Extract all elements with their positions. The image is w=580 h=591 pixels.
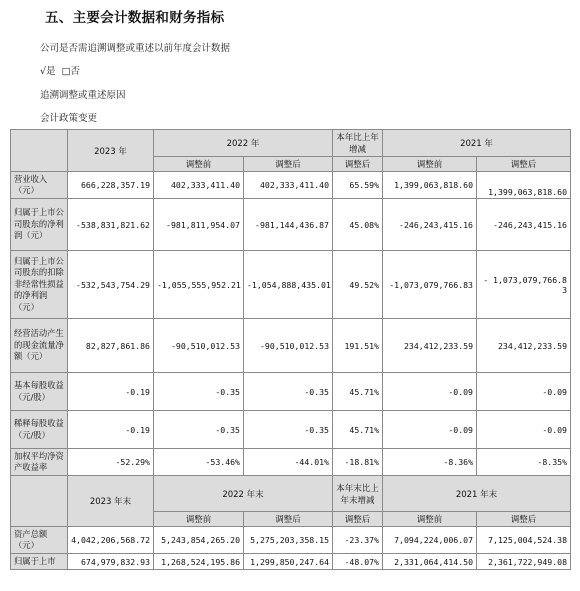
header-2022-after: 调整后: [244, 157, 333, 172]
restatement-answer: [40, 63, 80, 77]
value-2023: -538,831,821.62: [68, 199, 154, 251]
value-2021-before: 7,094,224,006.07: [383, 527, 477, 554]
value-2022-before: -981,811,954.07: [154, 199, 244, 251]
header-change-after: 调整后: [333, 157, 383, 172]
value-2022-after: -44.01%: [244, 449, 333, 476]
header2-change-after: 调整后: [333, 512, 383, 527]
value-2022-before: -0.35: [154, 373, 244, 411]
value-2021-before: 1,399,063,818.60: [383, 172, 477, 199]
row-label: 稀释每股收益（元/股）: [11, 411, 68, 449]
value-2021-before: -0.09: [383, 411, 477, 449]
value-change: 45.71%: [333, 373, 383, 411]
header2-2022-after: 调整后: [244, 512, 333, 527]
value-2023: 4,042,206,568.72: [68, 527, 154, 554]
value-2022-after: -0.35: [244, 411, 333, 449]
value-change: 65.59%: [333, 172, 383, 199]
row-label: 归属于上市公司股东的净利润（元）: [11, 199, 68, 251]
row-label: 加权平均净资产收益率: [11, 449, 68, 476]
value-2023: -52.29%: [68, 449, 154, 476]
table-row-net-profit: [11, 199, 571, 251]
value-2021-after: 2,361,722,949.08: [477, 554, 571, 570]
restatement-question: 公司是否需追溯调整或重述以前年度会计数据: [40, 43, 231, 54]
value-2022-before: 5,243,854,265.20: [154, 527, 244, 554]
header-blank-cell: [11, 130, 68, 172]
header-2023: 2023 年: [68, 130, 154, 172]
row-label: 经营活动产生的现金流量净额（元）: [11, 319, 68, 373]
value-2022-after: 5,275,203,358.15: [244, 527, 333, 554]
value-2021-after: 7,125,004,524.38: [477, 527, 571, 554]
value-change: 45.71%: [333, 411, 383, 449]
header2-2023: 2023 年末: [68, 476, 154, 527]
table-row-basic-eps: [11, 373, 571, 411]
header-2021-after: 调整后: [477, 157, 571, 172]
value-2022-before: -1,055,555,952.21: [154, 251, 244, 319]
value-2022-after: -981,144,436.87: [244, 199, 333, 251]
restatement-reason-label: 追溯调整或重述原因: [40, 90, 126, 101]
value-2023: -0.19: [68, 373, 154, 411]
value-2021-after: 1,399,063,818.60: [477, 172, 571, 199]
header2-change: 本年末比上年末增减: [333, 476, 383, 512]
header2-2021-before: 调整前: [383, 512, 477, 527]
header-2022-before: 调整前: [154, 157, 244, 172]
value-2021-after: -8.35%: [477, 449, 571, 476]
value-2022-after: 402,333,411.40: [244, 172, 333, 199]
value-2022-before: 1,268,524,195.86: [154, 554, 244, 570]
value-2022-before: -53.46%: [154, 449, 244, 476]
value-2021-after: -0.09: [477, 373, 571, 411]
row-label: 归属于上市: [11, 554, 68, 570]
value-2021-before: -0.09: [383, 373, 477, 411]
header2-2021-after: 调整后: [477, 512, 571, 527]
value-change: -23.37%: [333, 527, 383, 554]
value-2021-before: 234,412,233.59: [383, 319, 477, 373]
value-2021-after: -246,243,415.16: [477, 199, 571, 251]
value-2021-before: -1,073,079,766.83: [383, 251, 477, 319]
value-2022-after: -1,054,888,435.01: [244, 251, 333, 319]
table-row-revenue: [11, 172, 571, 199]
header-2021-before: 调整前: [383, 157, 477, 172]
section-title: 五、主要会计数据和财务指标: [45, 10, 225, 26]
table-row-roe: [11, 449, 571, 476]
value-2022-after: -0.35: [244, 373, 333, 411]
value-change: 49.52%: [333, 251, 383, 319]
answer-no-checkbox: □否: [61, 66, 81, 77]
header-2022: 2022 年: [154, 130, 333, 157]
value-2022-before: -0.35: [154, 411, 244, 449]
value-2022-after: -90,510,012.53: [244, 319, 333, 373]
row-label: 归属于上市公司股东的扣除非经常性损益的净利润（元）: [11, 251, 68, 319]
value-2023: 82,827,861.86: [68, 319, 154, 373]
value-2021-before: 2,331,064,414.50: [383, 554, 477, 570]
value-2023: -0.19: [68, 411, 154, 449]
table-row-diluted-eps: [11, 411, 571, 449]
answer-yes-checkbox: √是: [40, 66, 56, 77]
table-row-equity-attributable: [11, 554, 571, 570]
value-2021-after: 234,412,233.59: [477, 319, 571, 373]
value-2023: -532,543,754.29: [68, 251, 154, 319]
header-change: 本年比上年增减: [333, 130, 383, 157]
table-row-net-profit-excl: [11, 251, 571, 319]
header2-2022-before: 调整前: [154, 512, 244, 527]
value-change: -48.07%: [333, 554, 383, 570]
value-2021-after: -0.09: [477, 411, 571, 449]
value-2023: 666,228,357.19: [68, 172, 154, 199]
row-label: 资产总额（元）: [11, 527, 68, 554]
value-2023: 674,979,832.93: [68, 554, 154, 570]
header-2021: 2021 年: [383, 130, 571, 157]
value-change: -18.81%: [333, 449, 383, 476]
value-2021-before: -246,243,415.16: [383, 199, 477, 251]
value-2022-before: 402,333,411.40: [154, 172, 244, 199]
header2-2022: 2022 年末: [154, 476, 333, 512]
value-2022-before: -90,510,012.53: [154, 319, 244, 373]
row-label: 营业收入（元）: [11, 172, 68, 199]
row-label: 基本每股收益（元/股）: [11, 373, 68, 411]
header2-blank-cell: [11, 476, 68, 527]
financial-data-table: [10, 129, 571, 570]
value-2021-before: -8.36%: [383, 449, 477, 476]
value-2021-after: - 1,073,079,766.83: [477, 251, 571, 319]
value-change: 45.08%: [333, 199, 383, 251]
table-row-total-assets: [11, 527, 571, 554]
value-2022-after: 1,299,850,247.64: [244, 554, 333, 570]
header2-2021: 2021 年末: [383, 476, 571, 512]
table-row-operating-cash-flow: [11, 319, 571, 373]
restatement-reason-value: 会计政策变更: [40, 113, 98, 124]
value-change: 191.51%: [333, 319, 383, 373]
